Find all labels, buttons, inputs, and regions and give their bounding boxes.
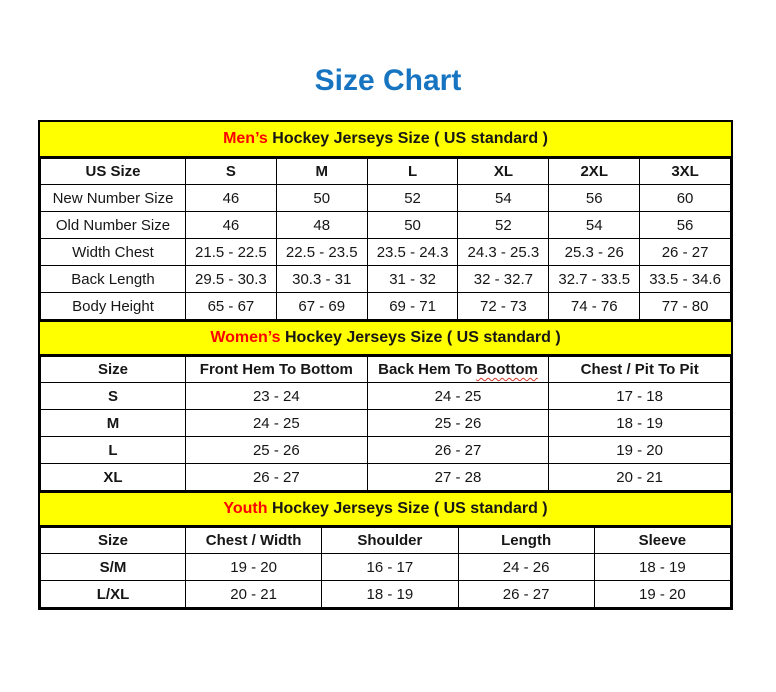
table-row <box>41 212 731 239</box>
size-value-cell: 20 - 21 <box>549 464 731 491</box>
column-header: Size <box>41 528 186 554</box>
size-value-cell: 18 - 19 <box>549 410 731 437</box>
size-value-cell: 25 - 26 <box>367 410 549 437</box>
row-label: S <box>41 383 186 410</box>
column-header-row <box>41 357 731 383</box>
table-row <box>41 410 731 437</box>
column-header-text: Back Hem To <box>378 361 477 378</box>
size-table-youth <box>40 527 731 608</box>
table-row <box>41 383 731 410</box>
column-header: Front Hem To Bottom <box>186 357 368 383</box>
size-value-cell: 46 <box>186 185 277 212</box>
size-table-womens <box>40 356 731 491</box>
section-heading-youth <box>40 491 731 527</box>
table-row <box>41 266 731 293</box>
size-value-cell: 20 - 21 <box>186 581 322 608</box>
table-row <box>41 293 731 320</box>
size-value-cell: 19 - 20 <box>549 437 731 464</box>
section-heading-mens <box>40 122 731 158</box>
size-value-cell: 26 - 27 <box>640 239 731 266</box>
size-value-cell: 31 - 32 <box>367 266 458 293</box>
size-value-cell: 21.5 - 22.5 <box>186 239 277 266</box>
section-heading-highlight: Youth <box>223 500 268 517</box>
row-label: Body Height <box>41 293 186 320</box>
section-heading-highlight: Women’s <box>210 329 281 346</box>
size-value-cell: 19 - 20 <box>594 581 730 608</box>
row-label: M <box>41 410 186 437</box>
size-value-cell: 56 <box>640 212 731 239</box>
size-value-cell: 69 - 71 <box>367 293 458 320</box>
size-value-cell: 67 - 69 <box>276 293 367 320</box>
column-header: XL <box>458 159 549 185</box>
size-value-cell: 24 - 25 <box>367 383 549 410</box>
size-value-cell: 30.3 - 31 <box>276 266 367 293</box>
section-heading-text: Hockey Jerseys Size ( US standard ) <box>267 500 548 517</box>
section-heading-text: Hockey Jerseys Size ( US standard ) <box>280 329 561 346</box>
column-header: 2XL <box>549 159 640 185</box>
size-value-cell: 24 - 26 <box>458 554 594 581</box>
size-value-cell: 77 - 80 <box>640 293 731 320</box>
size-table-mens <box>40 158 731 320</box>
row-label: Back Length <box>41 266 186 293</box>
page-title: Size Chart <box>314 64 462 97</box>
column-header: S <box>186 159 277 185</box>
size-value-cell: 18 - 19 <box>594 554 730 581</box>
column-header <box>367 357 549 383</box>
size-value-cell: 26 - 27 <box>367 437 549 464</box>
size-value-cell: 65 - 67 <box>186 293 277 320</box>
size-value-cell: 50 <box>367 212 458 239</box>
table-row <box>41 464 731 491</box>
size-value-cell: 25 - 26 <box>186 437 368 464</box>
column-header-row <box>41 528 731 554</box>
size-value-cell: 26 - 27 <box>186 464 368 491</box>
size-value-cell: 48 <box>276 212 367 239</box>
row-label: New Number Size <box>41 185 186 212</box>
size-value-cell: 24.3 - 25.3 <box>458 239 549 266</box>
size-value-cell: 24 - 25 <box>186 410 368 437</box>
size-value-cell: 60 <box>640 185 731 212</box>
column-header: US Size <box>41 159 186 185</box>
size-value-cell: 23 - 24 <box>186 383 368 410</box>
column-header: Chest / Width <box>186 528 322 554</box>
size-value-cell: 32.7 - 33.5 <box>549 266 640 293</box>
size-value-cell: 19 - 20 <box>186 554 322 581</box>
table-row <box>41 437 731 464</box>
section-womens <box>40 320 731 491</box>
size-value-cell: 46 <box>186 212 277 239</box>
section-heading-text: Hockey Jerseys Size ( US standard ) <box>267 130 548 147</box>
size-value-cell: 72 - 73 <box>458 293 549 320</box>
table-row <box>41 581 731 608</box>
size-value-cell: 74 - 76 <box>549 293 640 320</box>
row-label: L <box>41 437 186 464</box>
column-header: 3XL <box>640 159 731 185</box>
size-value-cell: 17 - 18 <box>549 383 731 410</box>
section-heading-highlight: Men’s <box>223 130 268 147</box>
row-label: Width Chest <box>41 239 186 266</box>
column-header: L <box>367 159 458 185</box>
size-value-cell: 33.5 - 34.6 <box>640 266 731 293</box>
column-header: Length <box>458 528 594 554</box>
column-header-row <box>41 159 731 185</box>
size-value-cell: 56 <box>549 185 640 212</box>
row-label: S/M <box>41 554 186 581</box>
size-value-cell: 54 <box>549 212 640 239</box>
column-header: Chest / Pit To Pit <box>549 357 731 383</box>
table-row <box>41 239 731 266</box>
section-mens <box>40 122 731 320</box>
row-label: XL <box>41 464 186 491</box>
row-label: L/XL <box>41 581 186 608</box>
size-value-cell: 32 - 32.7 <box>458 266 549 293</box>
size-value-cell: 27 - 28 <box>367 464 549 491</box>
column-header: Sleeve <box>594 528 730 554</box>
misspelled-word: Boottom <box>476 361 538 378</box>
table-row <box>41 554 731 581</box>
size-value-cell: 29.5 - 30.3 <box>186 266 277 293</box>
size-value-cell: 23.5 - 24.3 <box>367 239 458 266</box>
size-value-cell: 18 - 19 <box>322 581 458 608</box>
row-label: Old Number Size <box>41 212 186 239</box>
size-value-cell: 52 <box>367 185 458 212</box>
size-value-cell: 25.3 - 26 <box>549 239 640 266</box>
size-value-cell: 26 - 27 <box>458 581 594 608</box>
column-header: Size <box>41 357 186 383</box>
section-heading-womens <box>40 320 731 356</box>
size-value-cell: 54 <box>458 185 549 212</box>
table-row <box>41 185 731 212</box>
size-value-cell: 50 <box>276 185 367 212</box>
size-value-cell: 16 - 17 <box>322 554 458 581</box>
column-header: Shoulder <box>322 528 458 554</box>
size-value-cell: 52 <box>458 212 549 239</box>
size-chart <box>38 120 733 610</box>
column-header: M <box>276 159 367 185</box>
size-value-cell: 22.5 - 23.5 <box>276 239 367 266</box>
section-youth <box>40 491 731 608</box>
